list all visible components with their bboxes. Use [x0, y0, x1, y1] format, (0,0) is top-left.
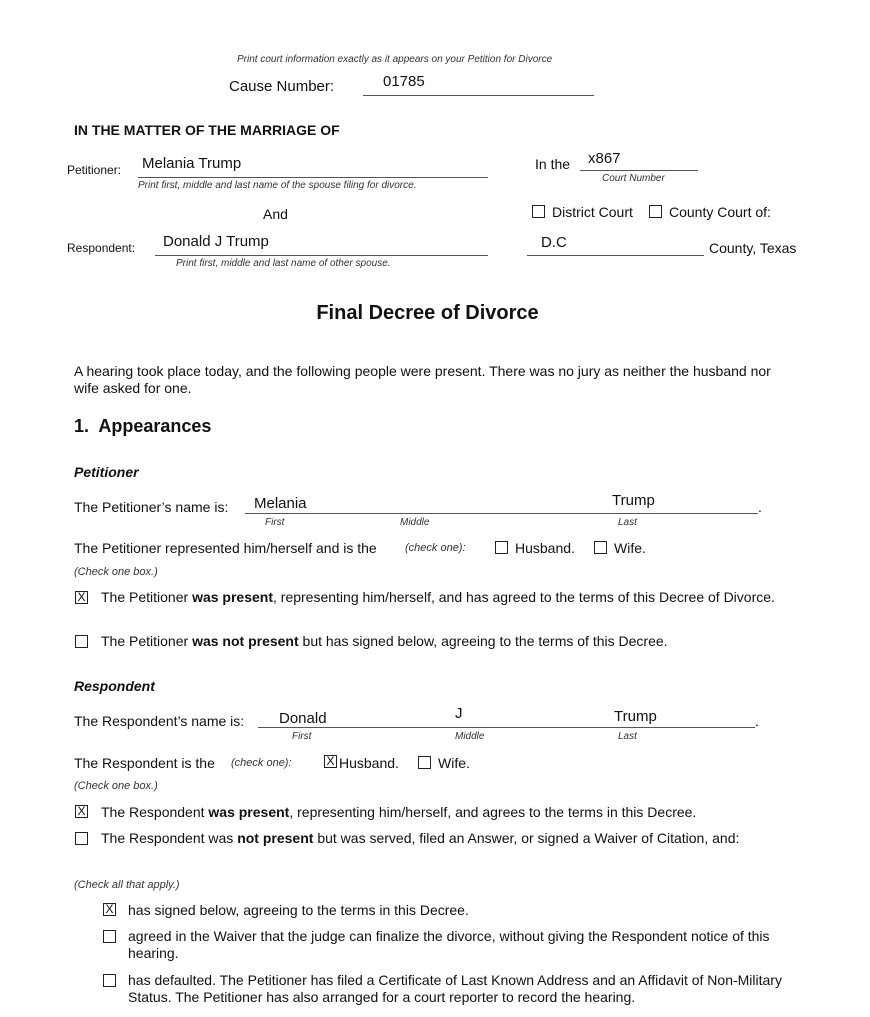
county-court-checkbox[interactable] [649, 205, 662, 218]
respondent-name-label: The Respondent’s name is: [74, 713, 245, 729]
petitioner-label: Petitioner: [67, 163, 122, 177]
signed-below-text: has signed below, agreeing to the terms in this Decree. [128, 902, 469, 918]
page-title: Final Decree of Divorce [316, 302, 539, 324]
petitioner-hint: Print first, middle and last name of the spouse filing for divorce. [138, 180, 417, 191]
county-underline [527, 255, 704, 256]
middle-hint: Middle [455, 731, 485, 742]
intro-paragraph: A hearing took place today, and the following people were present. There was no jury as neither the husband nor wife asked for one. [74, 363, 771, 396]
court-number-underline [580, 170, 698, 171]
respondent-last-field[interactable]: Trump [614, 708, 657, 725]
petitioner-not-present-text: The Petitioner was not present but has signed below, agreeing to the terms of this Decree. [101, 633, 668, 649]
respondent-husband-checkbox[interactable]: X [324, 755, 337, 768]
respondent-present-text: The Respondent was present, representing him/herself, and agrees to the terms in this Decree. [101, 804, 697, 820]
waiver-checkbox[interactable] [103, 930, 116, 943]
respondent-underline [155, 255, 488, 256]
petitioner-subheading: Petitioner [74, 464, 139, 480]
cause-number-field[interactable]: 01785 [383, 73, 425, 90]
petitioner-underline [138, 177, 488, 178]
waiver-text: agreed in the Waiver that the judge can finalize the divorce, without giving the Respondent notice of this hearing. [128, 928, 770, 961]
petitioner-name-label: The Petitioner’s name is: [74, 499, 229, 515]
petitioner-last-field[interactable]: Trump [612, 492, 655, 509]
in-the-label: In the [535, 156, 571, 172]
period: . [758, 499, 762, 515]
respondent-hint: Print first, middle and last name of other spouse. [176, 258, 391, 269]
petitioner-not-present-checkbox[interactable] [75, 635, 88, 648]
petitioner-husband-checkbox[interactable] [495, 541, 508, 554]
respondent-middle-field[interactable]: J [455, 705, 463, 722]
petitioner-fullname-underline [245, 513, 758, 514]
check-one-inline: (check one): [405, 542, 466, 554]
petitioner-rep-text: The Petitioner represented him/herself and is the [74, 540, 377, 556]
district-court-label: District Court [552, 204, 633, 220]
respondent-husband-label: Husband. [339, 755, 399, 771]
and-label: And [263, 206, 288, 222]
defaulted-text: has defaulted. The Petitioner has filed a Certificate of Last Known Address and an Affidavit of Non-Military Status. The Petitioner has also arranged for a court reporter to record the hearing. [128, 972, 782, 1005]
court-info-note: Print court information exactly as it appears on your Petition for Divorce [237, 54, 553, 65]
last-hint: Last [618, 517, 637, 528]
defaulted-checkbox[interactable] [103, 974, 116, 987]
section-appearances-heading: 1. Appearances [74, 416, 212, 436]
check-one-box-note: (Check one box.) [74, 780, 158, 792]
first-hint: First [292, 731, 312, 742]
court-number-field[interactable]: x867 [588, 150, 621, 167]
last-hint: Last [618, 731, 637, 742]
petitioner-husband-label: Husband. [515, 540, 575, 556]
respondent-not-present-checkbox[interactable] [75, 832, 88, 845]
respondent-wife-checkbox[interactable] [418, 756, 431, 769]
respondent-first-field[interactable]: Donald [279, 710, 327, 727]
petitioner-present-text: The Petitioner was present, representing him/herself, and has agreed to the terms of this Decree of Divorce. [101, 589, 775, 605]
petitioner-first-field[interactable]: Melania [254, 495, 307, 512]
petitioner-name-field[interactable]: Melania Trump [142, 155, 242, 172]
middle-hint: Middle [400, 517, 430, 528]
county-field[interactable]: D.C [541, 234, 567, 251]
respondent-subheading: Respondent [74, 678, 155, 694]
check-one-box-note: (Check one box.) [74, 566, 158, 578]
check-all-note: (Check all that apply.) [74, 879, 180, 891]
respondent-name-field[interactable]: Donald J Trump [163, 233, 269, 250]
matter-heading: IN THE MATTER OF THE MARRIAGE OF [74, 122, 340, 138]
county-court-label: County Court of: [669, 204, 771, 220]
court-number-hint: Court Number [602, 173, 665, 184]
county-texas-label: County, Texas [709, 240, 797, 256]
cause-number-underline [363, 95, 594, 96]
period: . [755, 713, 759, 729]
district-court-checkbox[interactable] [532, 205, 545, 218]
check-one-inline: (check one): [231, 757, 292, 769]
respondent-present-checkbox[interactable]: X [75, 805, 88, 818]
petitioner-wife-label: Wife. [614, 540, 646, 556]
cause-number-label: Cause Number: [229, 78, 335, 95]
petitioner-wife-checkbox[interactable] [594, 541, 607, 554]
respondent-fullname-underline [258, 727, 755, 728]
respondent-label: Respondent: [67, 241, 136, 255]
signed-below-checkbox[interactable]: X [103, 903, 116, 916]
petitioner-present-checkbox[interactable]: X [75, 591, 88, 604]
respondent-not-present-text: The Respondent was not present but was served, filed an Answer, or signed a Waiver of Citation, and: [101, 830, 740, 846]
respondent-rep-text: The Respondent is the [74, 755, 215, 771]
first-hint: First [265, 517, 285, 528]
respondent-wife-label: Wife. [438, 755, 470, 771]
